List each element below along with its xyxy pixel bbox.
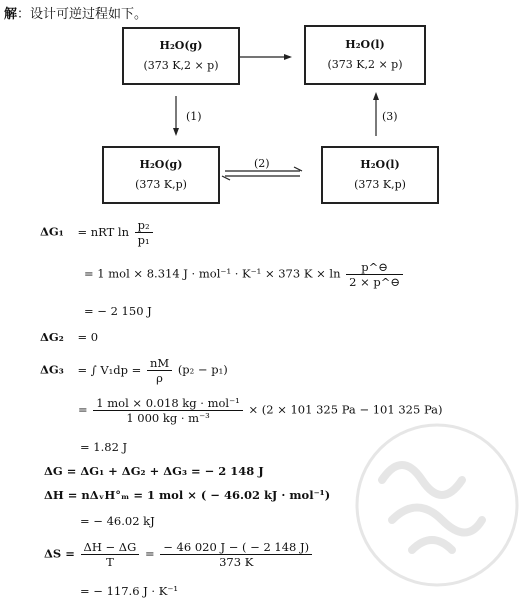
state-4-formula: H₂O(l) [360, 158, 400, 171]
eq-ds-result: = − 117.6 J · K⁻¹ [80, 584, 179, 598]
intro-label: 解 [4, 7, 18, 22]
dg1-fraction [135, 218, 153, 247]
dg3-integral: = ∫ V₁dp = [77, 362, 142, 377]
dg1-expr: = nRT ln [77, 224, 130, 239]
dg3-lhs: ΔG₃ [40, 362, 64, 377]
dg3-tail: (p₂ − p₁) [177, 362, 228, 377]
step-label-1: (1) [186, 110, 202, 123]
eq-dg2 [40, 330, 98, 344]
state-1-formula: H₂O(g) [159, 39, 203, 52]
eq-dg3-line2: = $\frac{\text{1 mol × 0.018 kg · mol⁻¹}}{\text{1 000 kg · m⁻³}}$ × (2 × 101 325 Pa − 101 325 Pa) [78, 396, 443, 425]
state-3-formula: H₂O(g) [139, 158, 183, 171]
eq-dg1-line2 [84, 260, 405, 289]
ds-lhs: ΔS = [44, 546, 75, 561]
eq-dg-total: ΔG = ΔG₁ + ΔG₂ + ΔG₃ = − 2 148 J [44, 464, 264, 478]
eq-dg3-line1 [40, 356, 228, 385]
dg3-numeric-fraction [93, 396, 243, 425]
dg3-nden: 1 000 kg · m⁻³ [126, 411, 210, 425]
eq-dh: ΔH = nΔᵥH°ₘ = 1 mol × ( − 46.02 kJ · mol⁻¹) [44, 488, 331, 502]
state-3-condition: (373 K,p) [135, 178, 187, 191]
dg3-den: ρ [156, 371, 163, 385]
dg2-value: = 0 [77, 330, 99, 344]
state-4-condition: (373 K,p) [354, 178, 406, 191]
step-label-2: (2) [254, 157, 270, 170]
eq-dg1-result: = − 2 150 J [84, 304, 152, 318]
ds-fraction-1 [81, 540, 140, 569]
ds-num1: ΔH − ΔG [81, 540, 140, 555]
dg1-num: p₂ [135, 218, 153, 233]
dg3-numeric-tail: × (2 × 101 325 Pa − 101 325 Pa) [248, 402, 443, 417]
ds-fraction-2 [160, 540, 312, 569]
ds-den2: 373 K [219, 555, 254, 569]
process-arrows [0, 0, 528, 230]
dg1-numeric: = 1 mol × 8.314 J · mol⁻¹ · K⁻¹ × 373 K × ln [84, 266, 341, 281]
step-label-3: (3) [382, 110, 398, 123]
state-2-condition: (373 K,2 × p) [327, 58, 403, 71]
dg3-fraction [147, 356, 172, 385]
dg1-lhs: ΔG₁ [40, 224, 64, 239]
watermark-seal [352, 420, 522, 590]
ds-num2: − 46 020 J − ( − 2 148 J) [160, 540, 312, 555]
dg2-lhs: ΔG₂ [40, 330, 64, 344]
dg1-den: p₁ [137, 233, 150, 247]
eq-ds: ΔS = $\frac{\Delta H - \Delta G}{T}$ = $\frac{- 46 020 J - ( - 2 148 J)}{373 K}$ [44, 540, 314, 569]
dg1-pnum: p^⊖ [346, 260, 403, 275]
dg1-pressure-fraction [346, 260, 403, 289]
dg3-num: nM [147, 356, 172, 371]
eq-dh-result: = − 46.02 kJ [80, 514, 155, 528]
eq-dg3-result: = 1.82 J [80, 440, 128, 454]
state-2-formula: H₂O(l) [345, 38, 385, 51]
intro-text: ：设计可逆过程如下。 [17, 7, 148, 22]
ds-den1: T [106, 555, 114, 569]
state-1-condition: (373 K,2 × p) [143, 59, 219, 72]
dg1-pden: 2 × p^⊖ [349, 275, 401, 289]
dg3-nnum: 1 mol × 0.018 kg · mol⁻¹ [93, 396, 243, 411]
eq-dg1-line1 [40, 218, 155, 247]
